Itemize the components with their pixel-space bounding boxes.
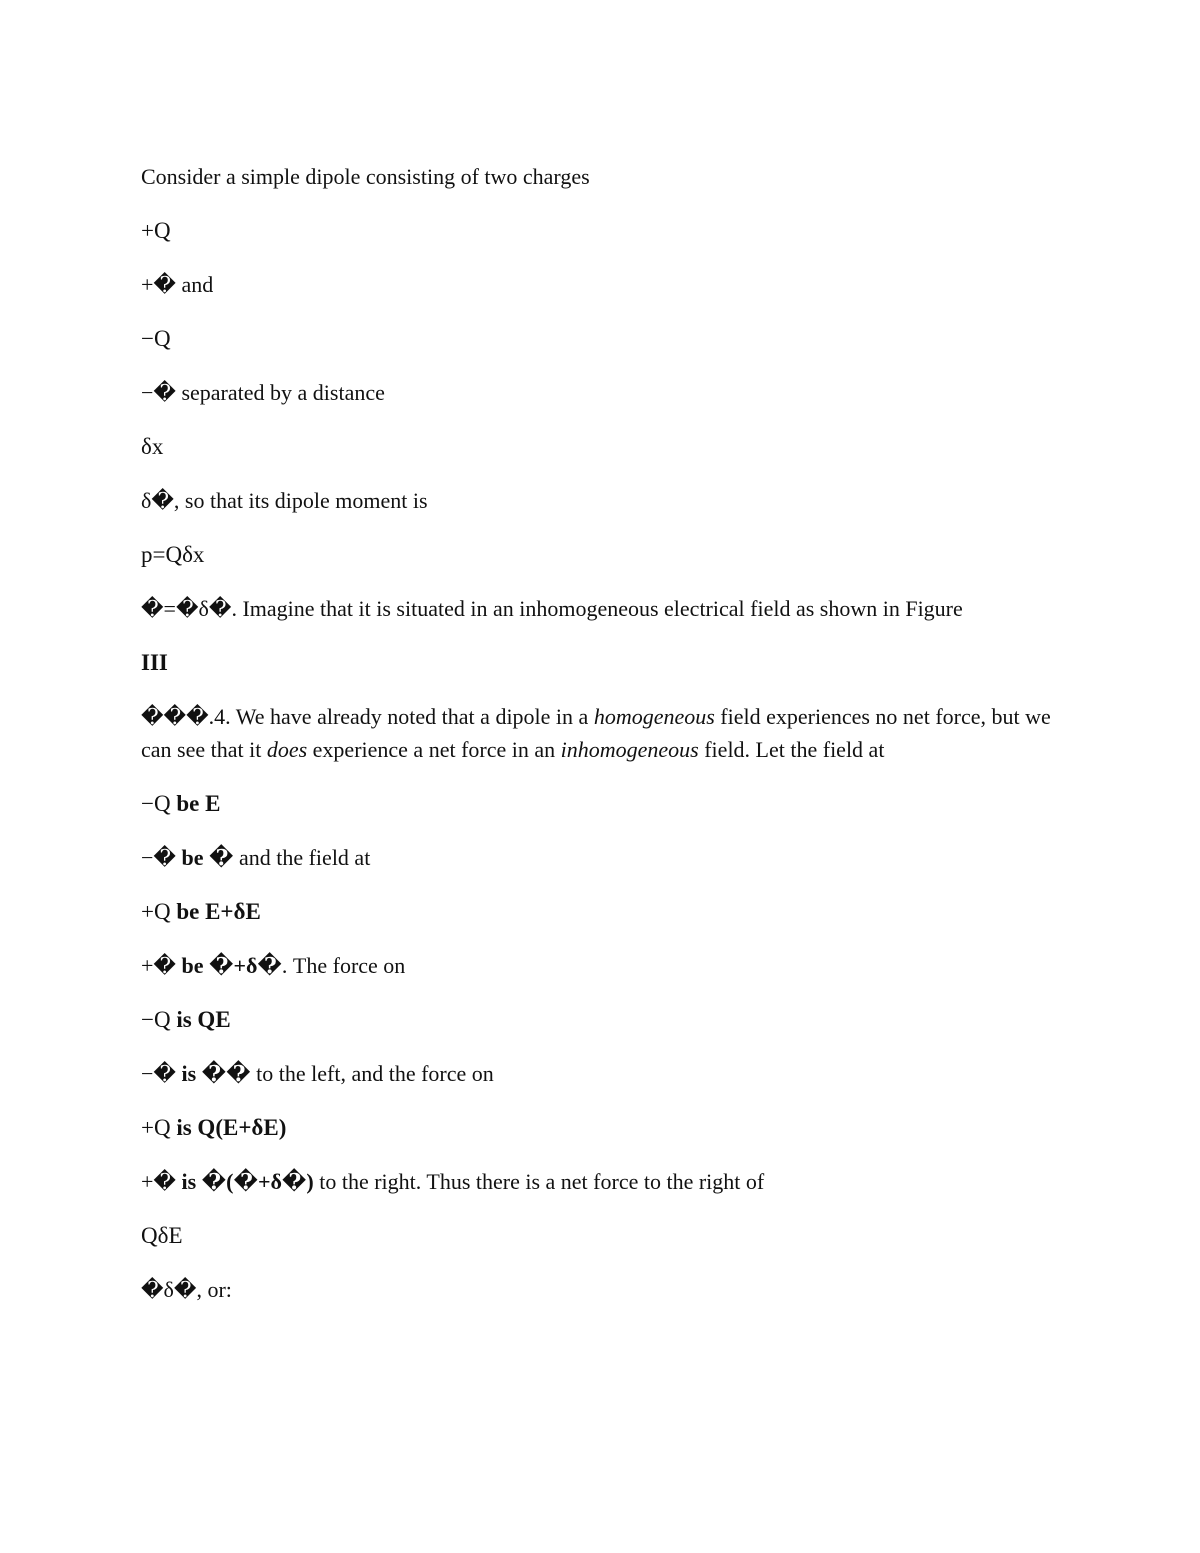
math-run: +� (141, 953, 182, 978)
text-run: . The force on (281, 953, 406, 978)
garbled-minus-q-text: −� separated by a distance (141, 380, 385, 405)
garbled-force-plus-q-text (141, 1165, 1061, 1198)
text-run: field experiences no net force, but we can see that it (141, 704, 1051, 762)
math-dipole-moment: p=Qδx (141, 542, 205, 567)
bold-run: be E+δE (176, 899, 261, 924)
math-run: −� (141, 1061, 182, 1086)
garbled-plus-q-text: +� and (141, 272, 214, 297)
intro-text: Consider a simple dipole consisting of two charges (141, 164, 590, 189)
bold-run: is �(�+δ�) (181, 1169, 314, 1194)
garbled-field-minus-q-text (141, 841, 1061, 874)
text-run: to the right. Thus there is a net force to the right of (313, 1169, 765, 1194)
math-force-minus-q (141, 1003, 1061, 1036)
text-run: to the left, and the force on (250, 1061, 494, 1086)
paragraph-homogeneous-field (141, 700, 1061, 766)
text-run: field. Let the field at (698, 737, 885, 762)
bold-run: is �� (181, 1061, 251, 1086)
italic-does: does (266, 737, 308, 762)
bold-run: is Q(E+δE) (176, 1115, 287, 1140)
math-force-plus-q (141, 1111, 1061, 1144)
text-run: and the field at (233, 845, 371, 870)
italic-homogeneous: homogeneous (593, 704, 715, 729)
italic-inhomogeneous: inhomogeneous (560, 737, 699, 762)
text-run: experience a net force in an (307, 737, 561, 762)
math-run: +Q (141, 1115, 177, 1140)
math-run: −Q (141, 791, 177, 816)
garbled-force-minus-q-text (141, 1057, 1061, 1090)
document-body (141, 160, 1061, 1327)
math-delta-x: δx (141, 434, 164, 459)
garbled-net-force-text: �δ�, or: (141, 1277, 232, 1302)
math-net-force: QδE (141, 1223, 183, 1248)
garbled-dipole-moment-text: �=�δ�. Imagine that it is situated in an inhomogeneous electrical field as shown in Figure (141, 596, 963, 621)
math-figure-number: III (141, 650, 168, 675)
bold-run: is QE (176, 1007, 231, 1032)
math-run: −� (141, 845, 182, 870)
bold-run: be �+δ� (181, 953, 282, 978)
math-field-minus-q (141, 787, 1061, 820)
math-run: −Q (141, 1007, 177, 1032)
math-run: +� (141, 1169, 182, 1194)
bold-run: be E (176, 791, 221, 816)
math-field-plus-q (141, 895, 1061, 928)
text-run: ���.4. We have already noted that a dipole in a (141, 704, 594, 729)
math-run: +Q (141, 899, 177, 924)
garbled-delta-x-text: δ�, so that its dipole moment is (141, 488, 428, 513)
garbled-field-plus-q-text (141, 949, 1061, 982)
bold-run: be � (181, 845, 234, 870)
math-minus-q: −Q (141, 326, 171, 351)
math-plus-q: +Q (141, 218, 171, 243)
